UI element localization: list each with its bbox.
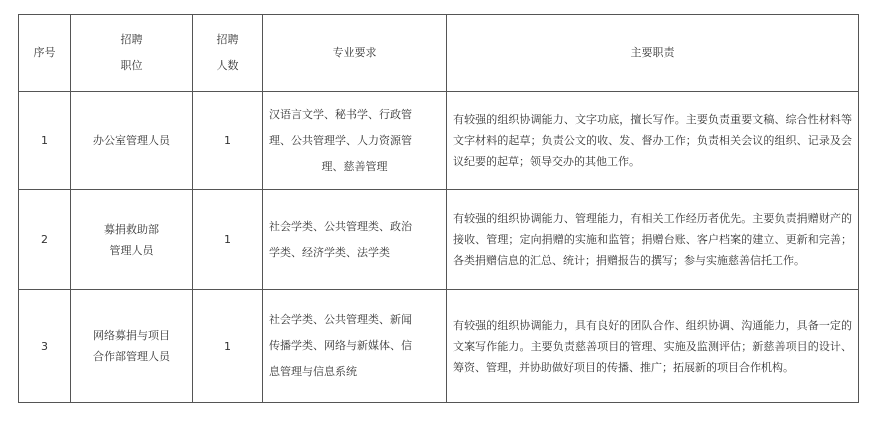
cell-count: 1 (193, 290, 263, 403)
requirements-line2: 传播学类、网络与新媒体、信 (269, 339, 412, 352)
cell-duties: 有较强的组织协调能力，具有良好的团队合作、组织协调、沟通能力，具备一定的文案写作能力。主要负责慈善项目的管理、实施及监测评估；新慈善项目的设计、筹资、管理，并协助做好项目的传播、推广；拓展新的项目合作机构。 (447, 290, 859, 403)
cell-count: 1 (193, 190, 263, 290)
requirements-line1: 社会学类、公共管理类、政治 (269, 219, 412, 233)
requirements-line3: 息管理与信息系统 (269, 365, 357, 378)
position-line2: 合作部管理人员 (93, 350, 170, 363)
position-line1: 办公室管理人员 (93, 134, 170, 147)
requirements-line1: 汉语言文学、秘书学、行政管 (269, 107, 412, 121)
header-count-line1: 招聘 (216, 33, 239, 46)
position-line1: 募捐救助部 (104, 222, 159, 236)
header-position (71, 15, 193, 92)
header-count-line2: 人数 (216, 59, 239, 72)
cell-serial: 2 (19, 190, 71, 290)
header-duties-label: 主要职责 (630, 46, 675, 59)
table-header-row (19, 15, 859, 92)
table-row (19, 92, 859, 190)
header-requirements (263, 15, 447, 92)
cell-requirements (263, 92, 447, 190)
header-duties (447, 15, 859, 92)
header-position-line1: 招聘 (120, 33, 143, 46)
header-position-line2: 职位 (120, 59, 143, 72)
position-line1: 网络募捐与项目 (93, 329, 170, 342)
cell-position (71, 290, 193, 403)
recruitment-table-container (18, 14, 859, 403)
table-row (19, 190, 859, 290)
header-requirements-label: 专业要求 (332, 46, 377, 59)
requirements-line2: 理、公共管理学、人力资源管 (269, 133, 412, 147)
cell-duties: 有较强的组织协调能力、管理能力，有相关工作经历者优先。主要负责捐赠财产的接收、管理；定向捐赠的实施和监管；捐赠台账、客户档案的建立、更新和完善；各类捐赠信息的汇总、统计；捐赠报告的撰写；参与实施慈善信托工作。 (447, 190, 859, 290)
table-row (19, 290, 859, 403)
header-count (193, 15, 263, 92)
header-serial-label: 序号 (33, 46, 56, 59)
position-line2: 管理人员 (109, 243, 154, 257)
cell-duties: 有较强的组织协调能力、文字功底，擅长写作。主要负责重要文稿、综合性材料等文字材料的起草；负责公文的收、发、督办工作；负责相关会议的组织、记录及会议纪要的起草；领导交办的其他工作。 (447, 92, 859, 190)
requirements-line3: 理、慈善管理 (321, 159, 388, 173)
cell-requirements (263, 190, 447, 290)
cell-count: 1 (193, 92, 263, 190)
cell-serial: 1 (19, 92, 71, 190)
cell-position (71, 190, 193, 290)
cell-position (71, 92, 193, 190)
cell-requirements (263, 290, 447, 403)
requirements-line1: 社会学类、公共管理类、新闻 (269, 313, 412, 326)
cell-serial: 3 (19, 290, 71, 403)
header-serial (19, 15, 71, 92)
requirements-line2: 学类、经济学类、法学类 (269, 245, 390, 259)
recruitment-table (18, 14, 859, 403)
